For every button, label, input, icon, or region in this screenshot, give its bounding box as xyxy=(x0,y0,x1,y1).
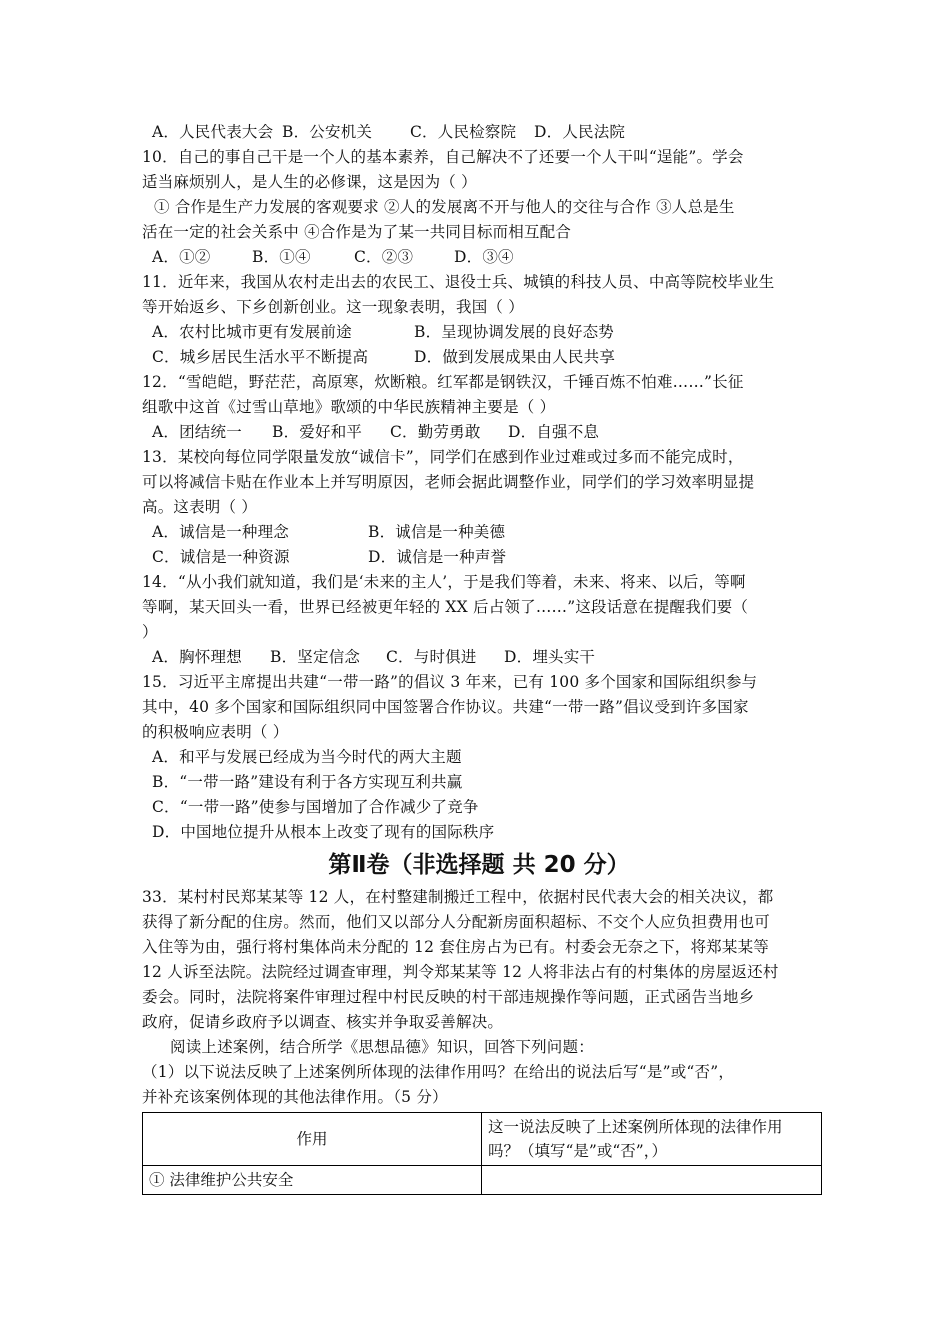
q9-options xyxy=(142,120,816,145)
q14-option-d: D．埋头实干 xyxy=(504,648,596,666)
q15-option-b: B．“一带一路”建设有利于各方实现互利共赢 xyxy=(152,773,463,791)
q10-option-a: A．①② xyxy=(152,248,211,266)
q10-options xyxy=(142,245,816,270)
q12-options xyxy=(142,420,816,445)
table-row-answer-cell[interactable] xyxy=(482,1166,822,1195)
q11-options-row-1 xyxy=(142,320,816,345)
q33-sub1-line-2: 并补充该案例体现的其他法律作用。（5 分） xyxy=(142,1088,448,1106)
table-header-question-line-2: 吗？（填写“是”或“否”，） xyxy=(488,1142,667,1160)
q15-stem-2: 其中，40 多个国家和国际组织同中国签署合作协议。共建“一带一路”倡议受到许多国家 xyxy=(142,698,749,716)
q10-items-2: 活在一定的社会关系中 ④合作是为了某一共同目标而相互配合 xyxy=(142,223,572,241)
q33-para-4: 12 人诉至法院。法院经过调查审理，判令郑某某等 12 人将非法占有的村集体的房屋返还村 xyxy=(142,963,779,981)
q33-para-6: 政府，促请乡政府予以调查、核实并争取妥善解决。 xyxy=(142,1013,504,1031)
q33-para-5: 委会。同时，法院将案件审理过程中村民反映的村干部违规操作等问题，正式函告当地乡 xyxy=(142,988,755,1006)
q33-sub1-line-1: （1）以下说法反映了上述案例所体现的法律作用吗？在给出的说法后写“是”或“否”， xyxy=(142,1063,735,1081)
q12-stem-2: 组歌中这首《过雪山草地》歌颂的中华民族精神主要是（ ） xyxy=(142,398,556,416)
q33-para-2: 获得了新分配的住房。然而，他们又以部分人分配新房面积超标、不交个人应负担费用也可 xyxy=(142,913,771,931)
q10-option-c: C．②③ xyxy=(354,248,414,266)
q11-options-row-2 xyxy=(142,345,816,370)
q13-options-row-1 xyxy=(142,520,816,545)
q13-option-c: C．诚信是一种资源 xyxy=(152,548,290,566)
q11-option-d: D．做到发展成果由人民共享 xyxy=(414,348,616,366)
q15-option-a: A．和平与发展已经成为当今时代的两大主题 xyxy=(152,748,462,766)
q12-stem-1: 12．“雪皑皑，野茫茫，高原寒，炊断粮。红军都是钢铁汉，千锤百炼不怕难……”长征 xyxy=(142,373,744,391)
q13-option-a: A．诚信是一种理念 xyxy=(152,523,289,541)
q11-stem-1: 11．近年来，我国从农村走出去的农民工、退役士兵、城镇的科技人员、中高等院校毕业生 xyxy=(142,273,775,291)
answer-table xyxy=(142,1112,822,1195)
q10-stem-1: 10．自己的事自己干是一个人的基本素养，自己解决不了还要一个人干叫“逞能”。学会 xyxy=(142,148,744,166)
section-title: 第Ⅱ卷（非选择题 共 20 分） xyxy=(328,852,630,878)
q11-option-b: B．呈现协调发展的良好态势 xyxy=(414,323,614,341)
q13-stem-2: 可以将减信卡贴在作业本上并写明原因，老师会据此调整作业，同学们的学习效率明显提 xyxy=(142,473,755,491)
q9-option-b: B．公安机关 xyxy=(282,123,373,141)
q9-option-d: D．人民法院 xyxy=(534,123,626,141)
q33-para-3: 入住等为由，强行将村集体尚未分配的 12 套住房占为已有。村委会无奈之下，将郑某某等 xyxy=(142,938,769,956)
table-header-row xyxy=(143,1113,822,1166)
table-header-question-line-1: 这一说法反映了上述案例所体现的法律作用 xyxy=(488,1118,783,1136)
q9-option-a: A．人民代表大会 xyxy=(152,123,274,141)
q14-stem-3: ） xyxy=(142,623,158,641)
q12-option-b: B．爱好和平 xyxy=(272,423,363,441)
table-header-effect: 作用 xyxy=(143,1113,482,1166)
table-row xyxy=(143,1166,822,1195)
q33-para-1: 33．某村村民郑某某等 12 人，在村整建制搬迁工程中，依据村民代表大会的相关决议，都 xyxy=(142,888,774,906)
q14-option-b: B．坚定信念 xyxy=(270,648,361,666)
q11-option-c: C．城乡居民生活水平不断提高 xyxy=(152,348,369,366)
q14-options xyxy=(142,645,816,670)
q12-option-a: A．团结统一 xyxy=(152,423,242,441)
q14-stem-1: 14．“从小我们就知道，我们是‘未来的主人’，于是我们等着，未来、将来、以后，等啊 xyxy=(142,573,746,591)
q15-stem-1: 15．习近平主席提出共建“一带一路”的倡议 3 年来，已有 100 多个国家和国际组织参与 xyxy=(142,673,758,691)
q12-option-c: C．勤劳勇敢 xyxy=(390,423,481,441)
q11-stem-2: 等开始返乡、下乡创新创业。这一现象表明，我国（ ） xyxy=(142,298,524,316)
q33-instruction: 阅读上述案例，结合所学《思想品德》知识，回答下列问题： xyxy=(170,1038,594,1056)
q10-stem-2: 适当麻烦别人，是人生的必修课，这是因为（ ） xyxy=(142,173,477,191)
q13-option-b: B．诚信是一种美德 xyxy=(368,523,506,541)
q15-stem-3: 的积极响应表明（ ） xyxy=(142,723,289,741)
table-header-question xyxy=(482,1113,822,1166)
table-row-effect: ① 法律维护公共安全 xyxy=(143,1166,482,1195)
q9-option-c: C．人民检察院 xyxy=(410,123,517,141)
q14-option-a: A．胸怀理想 xyxy=(152,648,242,666)
q15-option-c: C．“一带一路”使参与国增加了合作减少了竞争 xyxy=(152,798,479,816)
q14-option-c: C．与时俱进 xyxy=(386,648,477,666)
q10-option-d: D．③④ xyxy=(454,248,514,266)
q13-stem-3: 高。这表明（ ） xyxy=(142,498,258,516)
exam-page xyxy=(142,120,816,1195)
q13-option-d: D．诚信是一种声誉 xyxy=(368,548,507,566)
q13-options-row-2 xyxy=(142,545,816,570)
q14-stem-2: 等啊，某天回头一看，世界已经被更年轻的 XX 后占领了……”这段话意在提醒我们要（ xyxy=(142,598,749,616)
q11-option-a: A．农村比城市更有发展前途 xyxy=(152,323,352,341)
q10-option-b: B．①④ xyxy=(252,248,311,266)
q12-option-d: D．自强不息 xyxy=(508,423,600,441)
q10-items-1: ① 合作是生产力发展的客观要求 ②人的发展离不开与他人的交往与合作 ③人总是生 xyxy=(154,198,735,216)
q15-option-d: D．中国地位提升从根本上改变了现有的国际秩序 xyxy=(152,823,495,841)
q13-stem-1: 13．某校向每位同学限量发放“诚信卡”，同学们在感到作业过难或过多而不能完成时， xyxy=(142,448,744,466)
